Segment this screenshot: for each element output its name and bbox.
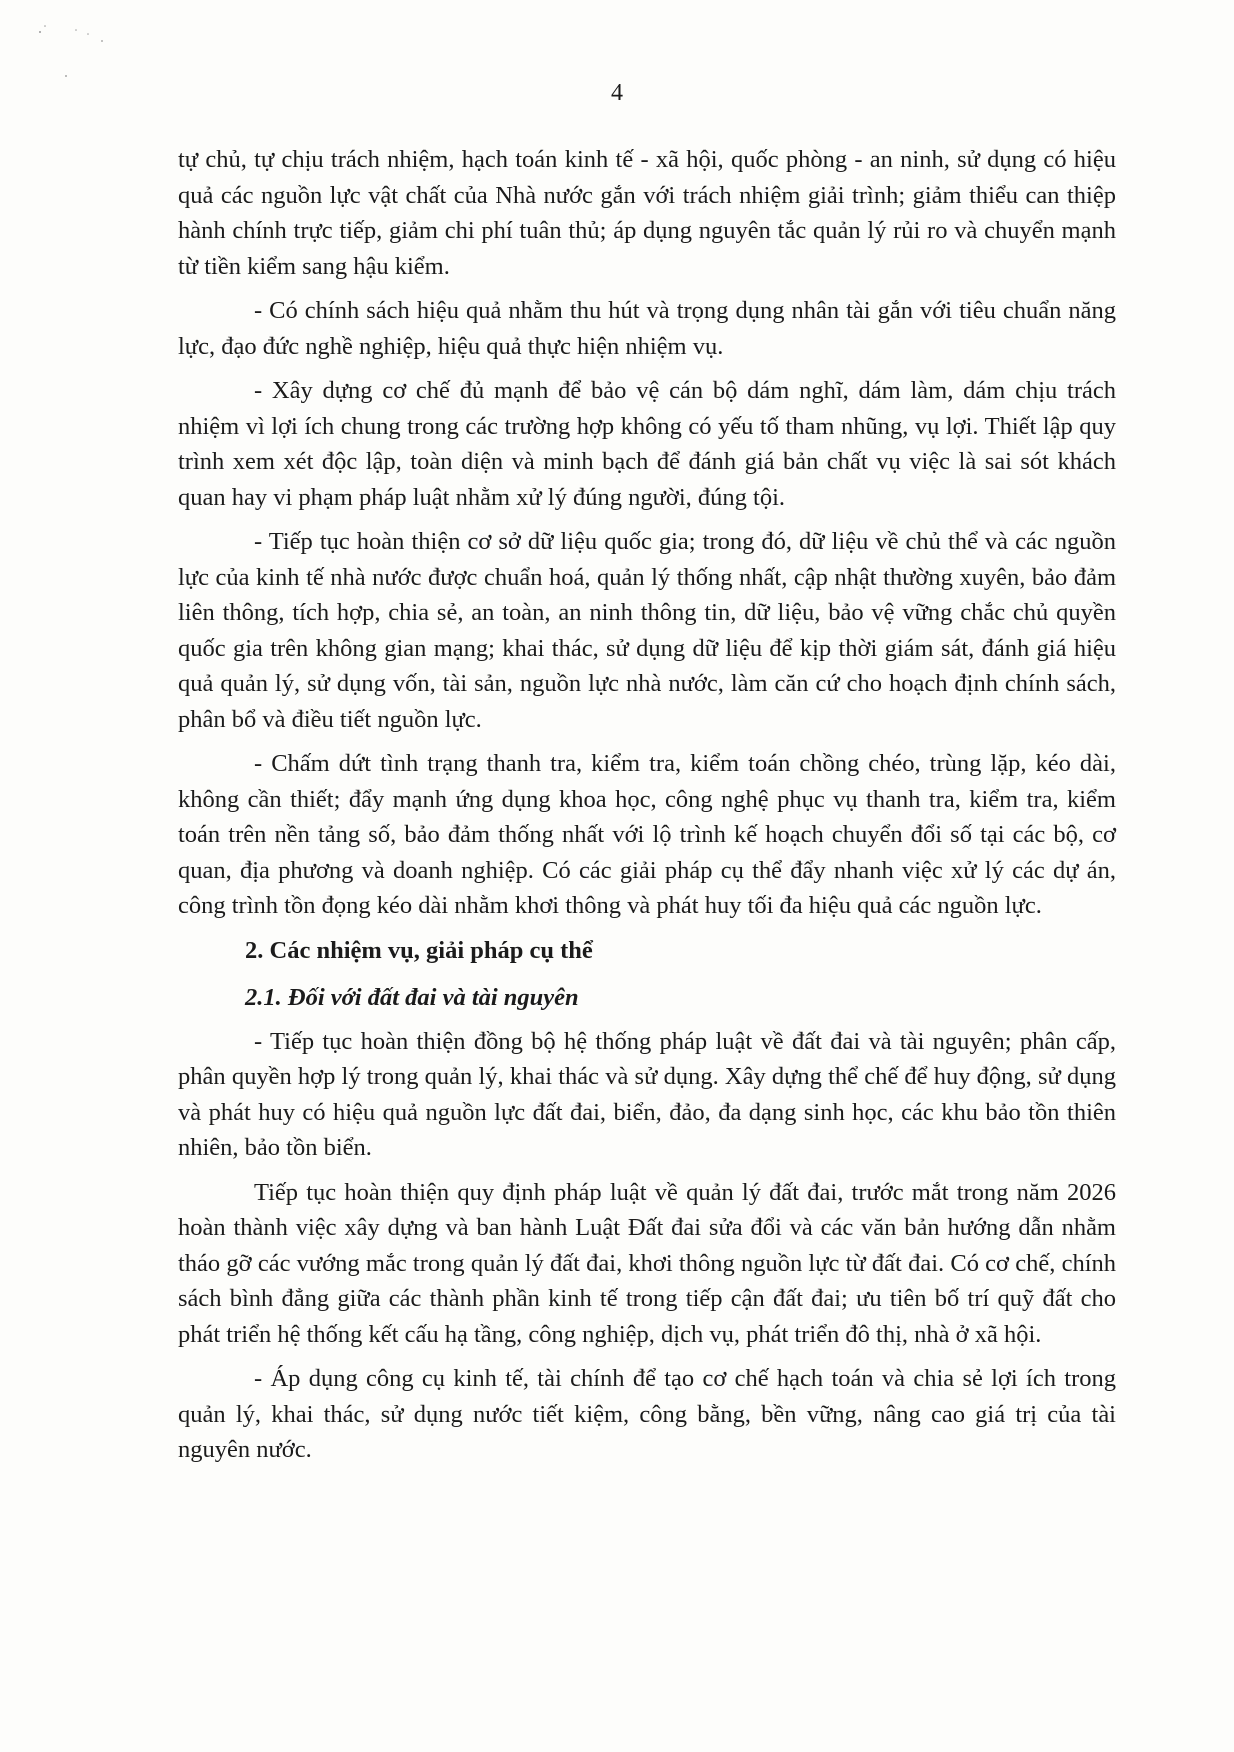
paragraph-land-law-2026: Tiếp tục hoàn thiện quy định pháp luật về quản lý đất đai, trước mắt trong năm 2026 hoàn thành việc xây dựng và ban hành Luật Đất đai sửa đổi và các văn bản hướng dẫn nhằm tháo gỡ các vướng mắc trong quản lý đất đai, khơi thông nguồn lực từ đất đai. Có cơ chế, chính sách bình đẳng giữa các thành phần kinh tế trong tiếp cận đất đai; ưu tiên bố trí quỹ đất cho phát triển hệ thống kết cấu hạ tầng, công nghiệp, dịch vụ, phát triển đô thị, nhà ở xã hội. bbox=[178, 1178, 1116, 1348]
section-heading: 2. Các nhiệm vụ, giải pháp cụ thể bbox=[245, 936, 593, 964]
subsection-heading: 2.1. Đối với đất đai và tài nguyên bbox=[245, 984, 579, 1011]
paragraph-continuation: tự chủ, tự chịu trách nhiệm, hạch toán kinh tế - xã hội, quốc phòng - an ninh, sử dụng có hiệu quả các nguồn lực vật chất của Nhà nước gắn với trách nhiệm giải trình; giảm thiểu can thiệp hành chính trực tiếp, giảm chi phí tuân thủ; áp dụng nguyên tắc quản lý rủi ro và chuyển mạnh từ tiền kiểm sang hậu kiểm. bbox=[178, 146, 1116, 280]
paragraph-protect-officials: - Xây dựng cơ chế đủ mạnh để bảo vệ cán bộ dám nghĩ, dám làm, dám chịu trách nhiệm vì lợi ích chung trong các trường hợp không có yếu tố tham nhũng, vụ lợi. Thiết lập quy trình xem xét độc lập, toàn diện và minh bạch để đánh giá bản chất vụ việc là sai sót khách quan hay vi phạm pháp luật nhằm xử lý đúng người, đúng tội. bbox=[178, 377, 1116, 511]
paragraph-land-legal-system: - Tiếp tục hoàn thiện đồng bộ hệ thống pháp luật về đất đai và tài nguyên; phân cấp, phân quyền hợp lý trong quản lý, khai thác và sử dụng. Xây dựng thể chế để huy động, sử dụng và phát huy có hiệu quả nguồn lực đất đai, biển, đảo, đa dạng sinh học, các khu bảo tồn thiên nhiên, bảo tồn biển. bbox=[178, 1027, 1116, 1161]
document-body bbox=[178, 142, 1116, 1477]
paragraph-inspection: - Chấm dứt tình trạng thanh tra, kiểm tra, kiểm toán chồng chéo, trùng lặp, kéo dài, không cần thiết; đẩy mạnh ứng dụng khoa học, công nghệ phục vụ thanh tra, kiểm tra, kiểm toán trên nền tảng số, bảo đảm thống nhất với lộ trình kế hoạch chuyển đổi số tại các bộ, cơ quan, địa phương và doanh nghiệp. Có các giải pháp cụ thể đẩy nhanh việc xử lý các dự án, công trình tồn đọng kéo dài nhằm khơi thông và phát huy tối đa hiệu quả các nguồn lực. bbox=[178, 750, 1116, 919]
paragraph-water-resources: - Áp dụng công cụ kinh tế, tài chính để tạo cơ chế hạch toán và chia sẻ lợi ích trong quản lý, khai thác, sử dụng nước tiết kiệm, công bằng, bền vững, nâng cao giá trị của tài nguyên nước. bbox=[178, 1365, 1116, 1463]
scan-specks bbox=[36, 14, 126, 84]
paragraph-talent-policy: - Có chính sách hiệu quả nhằm thu hút và trọng dụng nhân tài gắn với tiêu chuẩn năng lực, đạo đức nghề nghiệp, hiệu quả thực hiện nhiệm vụ. bbox=[178, 297, 1116, 360]
paragraph-national-database: - Tiếp tục hoàn thiện cơ sở dữ liệu quốc gia; trong đó, dữ liệu về chủ thể và các nguồn lực của kinh tế nhà nước được chuẩn hoá, quản lý thống nhất, cập nhật thường xuyên, bảo đảm liên thông, tích hợp, chia sẻ, an toàn, an ninh thông tin, dữ liệu, bảo vệ vững chắc chủ quyền quốc gia trên không gian mạng; khai thác, sử dụng dữ liệu để kịp thời giám sát, đánh giá hiệu quả quản lý, sử dụng vốn, tài sản, nguồn lực nhà nước, làm căn cứ cho hoạch định chính sách, phân bổ và điều tiết nguồn lực. bbox=[178, 528, 1116, 733]
page-number: 4 bbox=[611, 80, 623, 106]
